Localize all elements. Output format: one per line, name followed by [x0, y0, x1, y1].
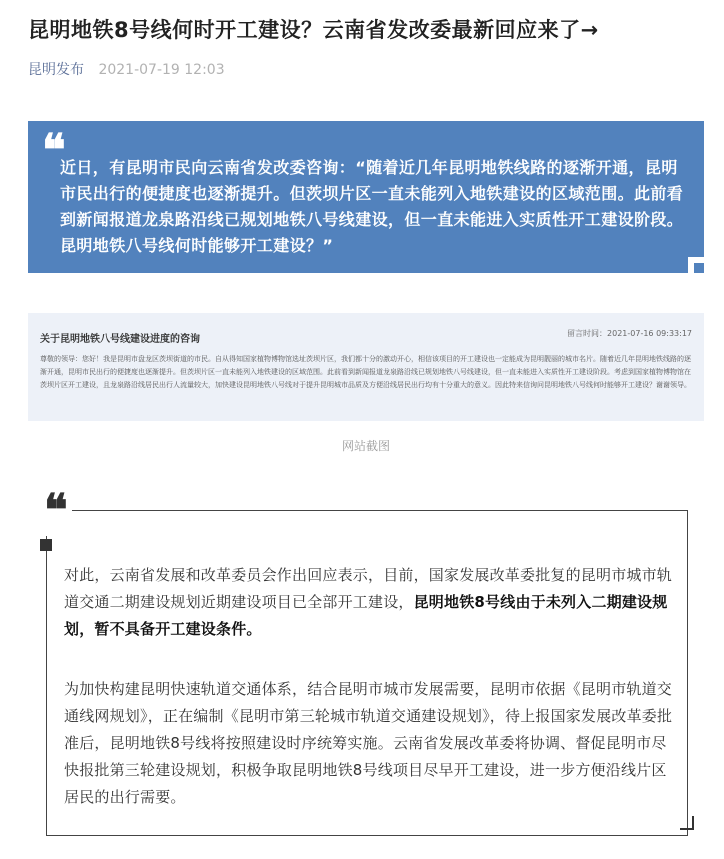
screenshot-time: 留言时间：2021-07-16 09:33:17	[567, 329, 692, 338]
answer-quote-mark-icon: ❝	[40, 486, 72, 536]
screenshot-body: 尊敬的领导：您好！我是昆明市盘龙区茨坝街道的市民。自从得知国家植物博物馆选址茨坝片区，我们都十分的激动开心，相信该项目的开工建设也一定能成为昆明靓丽的城市名片。随着近几年昆明地铁线路的逐渐开通，昆明市民出行的便捷度也逐渐提升。但茨坝片区一直未能列入地铁建设的区域范围。此前看到新闻报道龙泉路沿线已规划地铁八号线建设，但一直未能进入实质性开工建设阶段。考虑到国家植物博物馆在茨坝片区开工建设，且龙泉路沿线居民出行人流量较大，加快建设昆明地铁八号线对于提升昆明城市品质及方便沿线居民出行均有十分重大的意义。因此特来信询问昆明地铁八号线何时能够开工建设？谢谢领导。	[40, 355, 691, 389]
corner-decoration-icon	[688, 257, 704, 273]
answer-paragraph-1-text: 对此，云南省发展和改革委员会作出回应表示，目前，国家发展改革委批复的昆明市城市轨道交通二期建设规划近期建设项目已全部开工建设，	[64, 566, 673, 611]
answer-paragraph-2: 为加快构建昆明快速轨道交通体系，结合昆明市城市发展需要，昆明市依据《昆明市轨道交通线网规划》，正在编制《昆明市第三轮城市轨道交通建设规划》，待上报国家发展改革委批准后，昆明地铁8号线将按照建设时序统筹实施。云南省发展改革委将协调、督促昆明市尽快报批第三轮建设规划，积极争取昆明地铁8号线项目尽早开工建设，进一步方便沿线片区居民的出行需要。	[64, 680, 673, 806]
square-bullet-icon	[40, 539, 52, 551]
answer-paragraph-1	[64, 562, 676, 643]
source-link[interactable]: 昆明发布	[28, 62, 84, 78]
publish-date: 2021-07-19 12:03	[98, 62, 225, 78]
screenshot-title: 关于昆明地铁八号线建设进度的咨询	[40, 334, 200, 345]
question-text: 近日，有昆明市民向云南省发改委咨询：“随着近几年昆明地铁线路的逐渐开通，昆明市民出行的便捷度也逐渐提升。但茨坝片区一直未能列入地铁建设的区域范围。此前看到新闻报道龙泉路沿线已规划地铁八号线建设，但一直未能进入实质性开工建设阶段。昆明地铁八号线何时能够开工建设？”	[60, 158, 684, 255]
quote-mark-icon: ❝	[42, 125, 66, 176]
screenshot-header	[40, 327, 692, 347]
website-screenshot	[28, 313, 704, 421]
article-meta	[28, 60, 225, 80]
corner-bracket-icon	[680, 816, 694, 830]
article-title: 昆明地铁8号线何时开工建设？云南省发改委最新回应来了→	[28, 18, 599, 42]
image-caption: 网站截图	[341, 439, 390, 453]
question-quote-box	[28, 121, 704, 273]
answer-paragraph-1-emphasis: 昆明地铁8号线由于未列入二期建设规划，暂不具备开工建设条件。	[64, 593, 668, 638]
